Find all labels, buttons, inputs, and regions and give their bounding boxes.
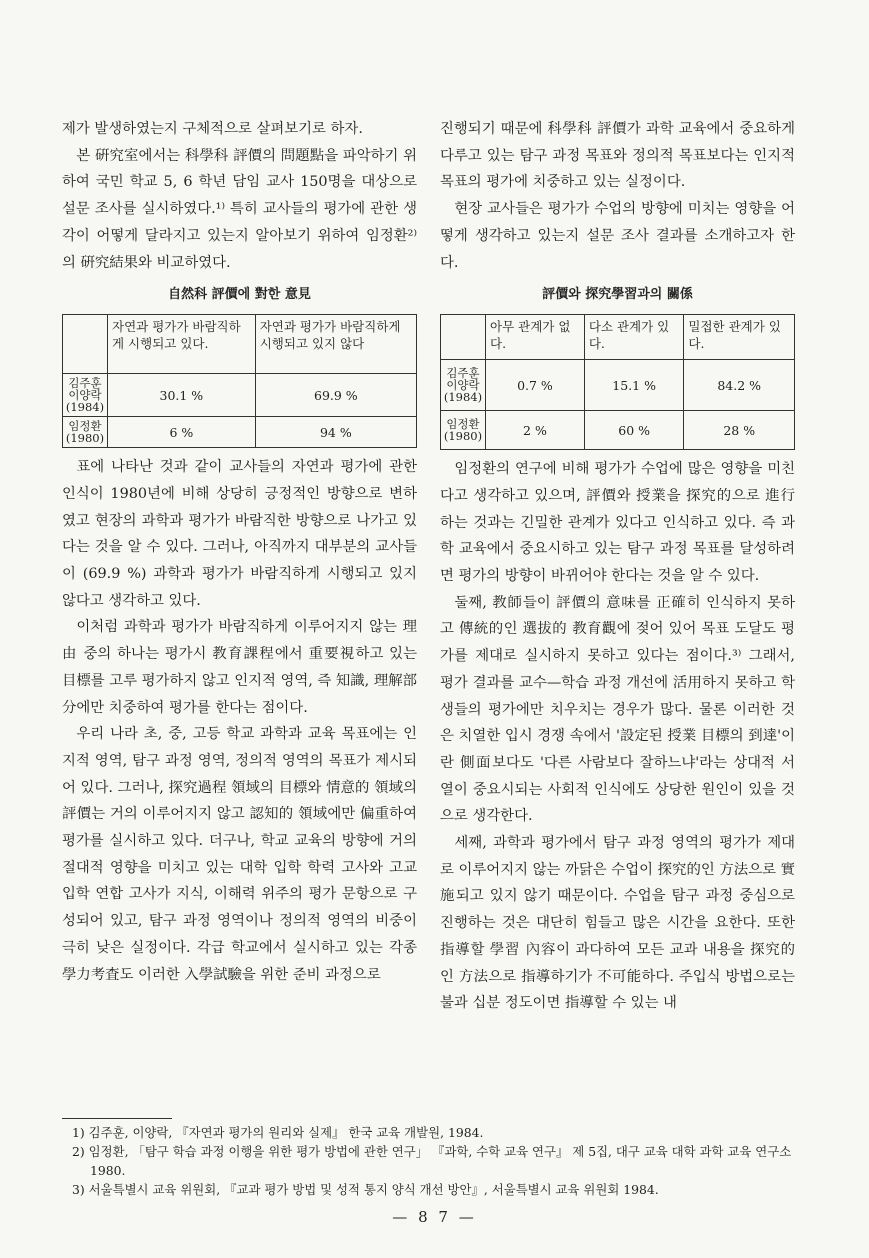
opinion-table (62, 314, 417, 448)
table-row-label: 김주훈 이양락 (1984) (63, 374, 108, 417)
footnote: 1) 김주훈, 이양락, 『자연과 평가의 원리와 실제』 한국 교육 개발원, 1984. (72, 1125, 484, 1140)
paragraph: 표에 나타난 것과 같이 교사들의 자연과 평가에 관한 인식이 1980년에 비해 상당히 긍정적인 방향으로 변하였고 현장의 과학과 평가가 바람직한 방향으로 나가고 있다는 것을 알 수 있다. 그러나, 아직까지 대부분의 교사들이 (69.9 %) 과학과 평가가 바람직하게 시행되고 있지 않다고 생각하고 있다. (62, 459, 417, 609)
paragraph: 진행되기 때문에 科學科 評價가 과학 교육에서 중요하게 다루고 있는 탐구 과정 목표와 정의적 목표보다는 인지적 목표의 평가에 치중하고 있는 실정이다. (440, 121, 795, 191)
table-cell: 6 % (108, 417, 256, 448)
table-header: 자연과 평가가 바람직하게 시행되고 있지 않다 (255, 315, 416, 374)
table-cell: 0.7 % (486, 360, 585, 411)
table-header: 자연과 평가가 바람직하게 시행되고 있다. (108, 315, 256, 374)
table-header: 밀접한 관계가 있다. (684, 315, 795, 360)
table-cell: 94 % (255, 417, 416, 448)
table-row-label: 임정환 (1980) (441, 411, 486, 450)
table-corner-cell (441, 315, 486, 360)
table-row-label: 임정환 (1980) (63, 417, 108, 448)
table-cell: 60 % (584, 411, 684, 450)
paragraph: 임정환의 연구에 비해 평가가 수업에 많은 영향을 미친다고 생각하고 있으며, 評價와 授業을 探究的으로 進行하는 것과는 긴밀한 관계가 있다고 인식하고 있다. 즉 과학 교육에서 중요시하고 있는 탐구 과정 목표를 달성하려면 평가의 방향이 바뀌어야 한다는 것을 알 수 있다. (440, 461, 795, 585)
page-number: — 8 7 — (392, 1208, 477, 1226)
left-column (62, 116, 417, 988)
paragraph: 현장 교사들은 평가가 수업의 방향에 미치는 영향을 어떻게 생각하고 있는지 설문 조사 결과를 소개하고자 한다. (440, 201, 795, 271)
table-header: 아무 관계가 없다. (486, 315, 585, 360)
table-cell: 2 % (486, 411, 585, 450)
paragraph: 본 硏究室에서는 科學科 評價의 問題點을 파악하기 위하여 국민 학교 5, 6 학년 담임 교사 150명을 대상으로 설문 조사를 실시하였다.¹⁾ 특히 교사들의 평가에 관한 생각이 어떻게 달라지고 있는지 알아보기 위하여 임정환²⁾의 硏究結果와 비교하였다. (62, 147, 417, 271)
table-title: 評價와 探究學習과의 關係 (542, 287, 693, 303)
table-cell: 28 % (684, 411, 795, 450)
footnote: 3) 서울특별시 교육 위원회, 『교과 평가 방법 및 성적 통지 양식 개선 방안』, 서울특별시 교육 위원회 1984. (72, 1182, 659, 1197)
table-header: 다소 관계가 있다. (584, 315, 684, 360)
paragraph: 이처럼 과학과 평가가 바람직하게 이루어지지 않는 理由 중의 하나는 평가시 教育課程에서 重要視하고 있는 目標를 고루 평가하지 않고 인지적 영역, 즉 知識, 理解部分에만 치중하여 평가를 한다는 점이다. (62, 619, 418, 716)
paragraph: 제가 발생하였는지 구체적으로 살펴보기로 하자. (62, 121, 363, 137)
footnotes (62, 1123, 802, 1199)
footnote-divider (62, 1118, 172, 1119)
table-cell: 30.1 % (108, 374, 256, 417)
table-cell: 84.2 % (684, 360, 795, 411)
table-cell: 15.1 % (584, 360, 684, 411)
paragraph: 세째, 과학과 평가에서 탐구 과정 영역의 평가가 제대로 이루어지지 않는 까닭은 수업이 探究的인 方法으로 實施되고 있지 않기 때문이다. 수업을 탐구 과정 중심으로 진행하는 것은 대단히 힘들고 많은 시간을 요한다. 또한 指導할 學習 內容이 과다하여 모든 교과 내용을 探究的인 方法으로 指導하기가 不可能하다. 주입식 방법으로는 불과 십분 정도이면 指導할 수 있는 내 (440, 835, 795, 1012)
footnote: 2) 임정환, 「탐구 학습 과정 이행을 위한 평가 방법에 관한 연구」 『과학, 수학 교육 연구』 제 5집, 대구 교육 대학 과학 교육 연구소 1980. (72, 1144, 792, 1178)
table-corner-cell (63, 315, 108, 374)
paragraph: 둘째, 教師들이 評價의 意味를 正確히 인식하지 못하고 傳統的인 選拔的 教育觀에 젖어 있어 목표 도달도 평가를 제대로 실시하지 못하고 있다는 점이다.³⁾ 그래서, 평가 결과를 교수—학습 과정 개선에 活用하지 못하고 학생들의 평가에만 치우치는 경우가 많다. 물론 이러한 것은 치열한 입시 경쟁 속에서 '設定된 授業 目標의 到達'이란 側面보다도 '다른 사람보다 잘하느냐'라는 상대적 서열이 중요시되는 사회적 인식에도 상당한 원인이 있을 것으로 생각한다. (440, 594, 795, 825)
relation-table (440, 314, 795, 450)
table-cell: 69.9 % (255, 374, 416, 417)
table-row-label: 김주훈 이양락 (1984) (441, 360, 486, 411)
right-column (440, 116, 795, 1017)
table-title: 自然科 評價에 對한 意見 (168, 287, 311, 303)
paragraph: 우리 나라 초, 중, 고등 학교 과학과 교육 목표에는 인지적 영역, 탐구 과정 영역, 정의적 영역의 목표가 제시되어 있다. 그러나, 探究過程 領域의 目標와 情意的 領域의 評價는 거의 이루어지지 않고 認知的 領域에만 偏重하여 평가를 실시하고 있다. 더구나, 학교 교육의 방향에 거의 절대적 영향을 미치고 있는 대학 입학 학력 고사와 고교 입학 연합 고사가 지식, 이해력 위주의 평가 문항으로 구성되어 있고, 탐구 과정 영역이나 정의적 영역의 비중이 극히 낮은 실정이다. 각급 학교에서 실시하고 있는 각종 學力考査도 이러한 入學試驗을 위한 준비 과정으로 (62, 726, 417, 983)
